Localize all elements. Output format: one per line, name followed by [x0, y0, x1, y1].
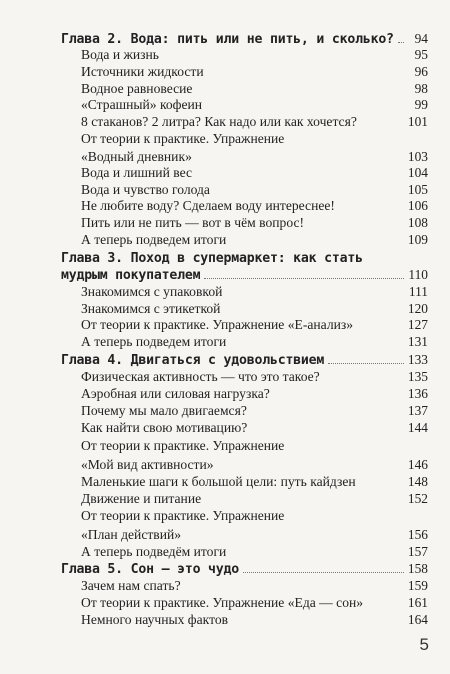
- toc-entry: [0, 197, 450, 214]
- toc-entry-page: 146: [407, 457, 428, 472]
- toc-entry: [0, 402, 450, 419]
- toc-entry: [0, 611, 450, 628]
- dot-leader: [398, 42, 404, 43]
- toc-entry-page: 144: [407, 420, 428, 435]
- toc-entry-page: 157: [407, 544, 428, 559]
- toc-entry-page: 164: [407, 612, 428, 627]
- toc-entry-page: 96: [414, 64, 428, 79]
- toc-entry: [0, 80, 450, 97]
- page-number: 5: [419, 635, 429, 654]
- toc-entry: [0, 113, 450, 130]
- toc-entry: [0, 490, 450, 507]
- toc-entry: [0, 473, 450, 490]
- toc-entry-page: 99: [414, 97, 428, 112]
- toc-entry-page: 98: [414, 81, 428, 96]
- toc-entry-title: Глава 4. Двигаться с удовольствием: [61, 353, 325, 368]
- toc-entry-title: А теперь подведем итоги: [81, 232, 227, 247]
- toc-entry-title: Знакомимся с упаковкой: [81, 284, 223, 299]
- toc-entry-page: 148: [407, 474, 428, 489]
- toc-entry-title: Источники жидкости: [81, 64, 204, 79]
- toc-entry-title: Аэробная или силовая нагрузка?: [81, 386, 270, 401]
- dot-leader: [243, 572, 404, 573]
- toc-entry-page: 161: [407, 595, 428, 610]
- toc-entry-page: 108: [407, 215, 428, 230]
- toc-entry: [0, 507, 450, 524]
- toc-entry: [0, 214, 450, 231]
- toc-entry-title: От теории к практике. Упражнение: [81, 131, 285, 146]
- toc-entry: [0, 351, 450, 368]
- toc-entry-page: 104: [407, 165, 428, 180]
- toc-entry-title: Вода и лишний вес: [81, 165, 192, 180]
- toc-entry: [0, 316, 450, 333]
- toc-entry: [0, 419, 450, 436]
- toc-entry: [0, 63, 450, 80]
- toc-entry-title: «Водный дневник»: [81, 149, 192, 164]
- toc-entry: [0, 526, 450, 543]
- toc-entry-page: 152: [407, 491, 428, 506]
- toc-entry-title: 8 стаканов? 2 литра? Как надо или как хочется?: [81, 114, 357, 129]
- toc-entry: [0, 148, 450, 165]
- toc-entry-title: От теории к практике. Упражнение «Е-анализ»: [81, 317, 354, 332]
- toc-entry-page: 158: [407, 561, 428, 576]
- toc-entry-page: 109: [407, 232, 428, 247]
- toc-entry: [0, 300, 450, 317]
- toc-entry: [0, 96, 450, 113]
- toc-entry: [0, 30, 450, 47]
- toc-entry-title: Пить или не пить — вот в чём вопрос!: [81, 215, 305, 230]
- toc-entry-title: «План действий»: [81, 527, 182, 542]
- toc-entry-page: 103: [407, 149, 428, 164]
- toc-entry-title: мудрым покупателем: [61, 268, 201, 283]
- toc-entry-title: Водное равновесие: [81, 81, 193, 96]
- toc-entry: [0, 266, 450, 283]
- toc-entry-page: 156: [407, 527, 428, 542]
- toc-entry: [0, 385, 450, 402]
- toc-entry-title: От теории к практике. Упражнение: [81, 438, 285, 453]
- toc-entry: [0, 437, 450, 454]
- toc-entry-title: «Мой вид активности»: [81, 457, 214, 472]
- toc-entry: [0, 543, 450, 560]
- toc-entry-page: 94: [414, 31, 428, 46]
- toc-entry: [0, 283, 450, 300]
- toc-entry-page: 131: [407, 334, 428, 349]
- toc-entry-page: 111: [408, 284, 428, 299]
- toc-entry-page: 106: [407, 198, 428, 213]
- toc-entry-title: Зачем нам спать?: [81, 578, 181, 593]
- toc-entry-title: Физическая активность — что это такое?: [81, 369, 320, 384]
- toc-entry-title: Знакомимся с этикеткой: [81, 301, 221, 316]
- toc-entry-title: Не любите воду? Сделаем воду интереснее!: [81, 198, 335, 213]
- toc-entry-title: Глава 3. Поход в супермаркет: как стать: [61, 251, 363, 266]
- toc-entry-title: Вода и жизнь: [81, 47, 160, 62]
- toc-entry-title: Глава 5. Сон — это чудо: [61, 562, 240, 577]
- toc-entry-page: 95: [414, 47, 428, 62]
- toc-entry-page: 137: [407, 403, 428, 418]
- toc-entry-title: А теперь подведём итоги: [81, 544, 227, 559]
- toc-entry-page: 135: [407, 369, 428, 384]
- dot-leader: [204, 278, 404, 279]
- toc-entry-page: 159: [407, 578, 428, 593]
- toc-entry: [0, 130, 450, 147]
- toc-entry: [0, 456, 450, 473]
- toc-entry-page: 136: [407, 386, 428, 401]
- toc-entry: [0, 181, 450, 198]
- toc-entry-page: 120: [407, 301, 428, 316]
- toc-entry-title: Как найти свою мотивацию?: [81, 420, 248, 435]
- toc-entry: [0, 333, 450, 350]
- toc-entry-title: «Страшный» кофеин: [81, 97, 203, 112]
- toc-entry: [0, 249, 450, 266]
- toc-entry: [0, 164, 450, 181]
- toc-entry: [0, 368, 450, 385]
- toc-entry-title: Немного научных фактов: [81, 612, 229, 627]
- toc-entry: [0, 594, 450, 611]
- toc-entry-page: 110: [408, 267, 428, 282]
- toc-entry-title: От теории к практике. Упражнение «Еда — сон»: [81, 595, 364, 610]
- toc-entry: [0, 577, 450, 594]
- toc-entry-title: Движение и питание: [81, 491, 202, 506]
- toc-entry: [0, 560, 450, 577]
- toc-entry-title: Почему мы мало двигаемся?: [81, 403, 247, 418]
- toc-entry-title: Глава 2. Вода: пить или не пить, и сколько?: [61, 32, 394, 47]
- toc-entry-title: А теперь подведем итоги: [81, 334, 227, 349]
- toc-entry-page: 133: [407, 352, 428, 367]
- toc-entry: [0, 231, 450, 248]
- toc-entry: [0, 46, 450, 63]
- toc-entry-title: От теории к практике. Упражнение: [81, 508, 285, 523]
- toc-entry-page: 105: [407, 182, 428, 197]
- dot-leader: [328, 363, 404, 364]
- toc-entry-page: 127: [407, 317, 428, 332]
- toc-entry-title: Вода и чувство голода: [81, 182, 210, 197]
- toc-entry-page: 101: [407, 114, 428, 129]
- toc-entry-title: Маленькие шаги к большой цели: путь кайдзен: [81, 474, 356, 489]
